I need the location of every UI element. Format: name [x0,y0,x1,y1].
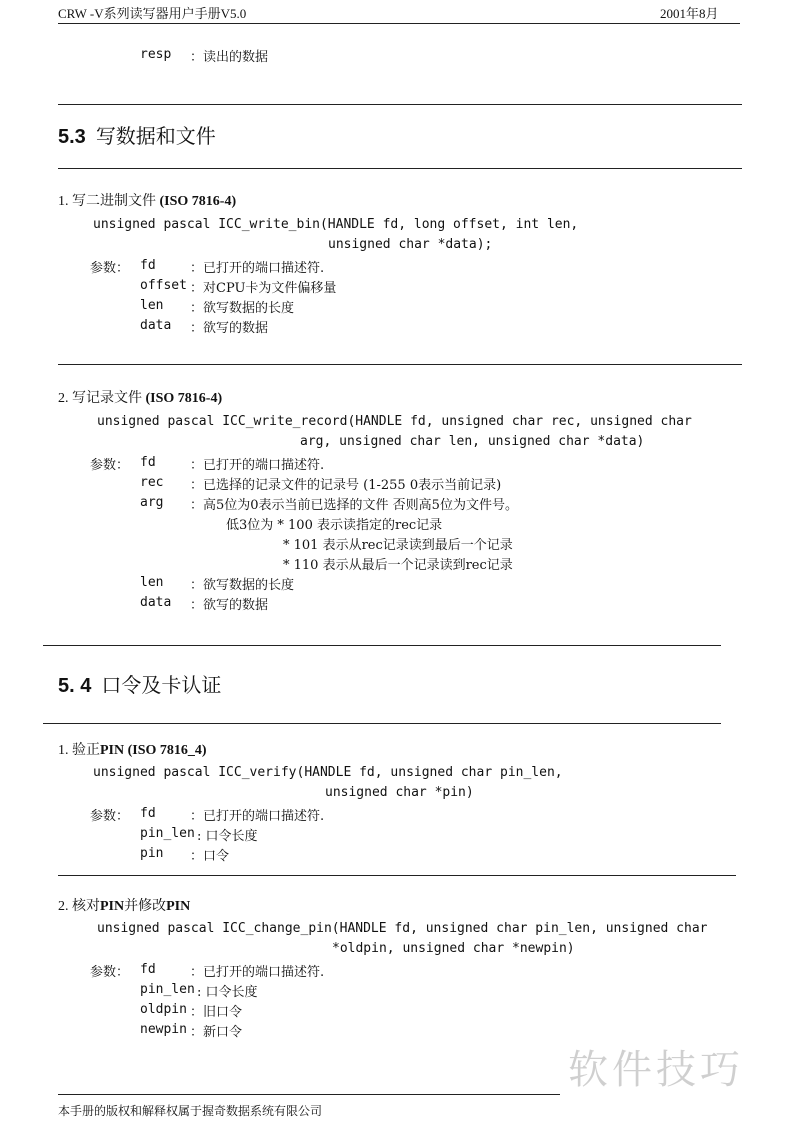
divider-rule [58,875,736,876]
section-number: 5.3 [58,126,86,148]
param-desc: ：已打开的端口描述符. [190,261,325,276]
param-name: rec [140,475,164,490]
title-mid: 并修改 [124,899,167,914]
param-name: len [140,298,164,313]
signature-line-2: unsigned char *pin) [325,785,474,800]
param-desc: ：已选择的记录文件的记录号 (1-255 0表示当前记录) [190,478,502,493]
title-prefix: 1. 验正 [58,743,100,758]
param-desc: ：已打开的端口描述符. [190,965,325,980]
signature-line-2: *oldpin, unsigned char *newpin) [332,941,575,956]
param-name: len [140,575,164,590]
title-prefix: 2. 核对 [58,899,100,914]
section-title: 写数据和文件 [95,124,216,148]
param-name: offset [140,278,187,293]
header-date: 2001年8月 [660,6,719,21]
divider-rule [58,364,742,365]
param-name: fd [140,962,156,977]
param-name: fd [140,455,156,470]
param-name: pin_len [140,826,195,841]
arg-detail-line: * 110 表示从最后一个记录读到rec记录 [283,558,513,573]
arg-detail-line: 低3位为 * 100 表示读指定的rec记录 [226,518,443,533]
section-heading-5-4 [58,669,221,698]
param-desc: : 口令长度 [197,985,258,1000]
title-standard: (ISO 7816-4) [159,194,237,209]
function-title-verify-pin [58,739,207,759]
title-prefix: 1. 写二进制文件 [58,194,160,209]
title-prefix: 2. 写记录文件 [58,391,146,406]
param-desc: ：欲写数据的长度 [190,578,295,593]
arg-detail-line: * 101 表示从rec记录读到最后一个记录 [283,538,513,553]
footer-rule [58,1094,560,1095]
param-desc: : 口令长度 [197,829,258,844]
param-name: pin [140,846,164,861]
section-rule [58,104,742,105]
param-name: data [140,595,172,610]
signature-line-1: unsigned pascal ICC_write_record(HANDLE fd, unsigned char rec, unsigned char [97,414,692,429]
function-title-write-record [58,387,222,407]
footer-copyright: 本手册的版权和解释权属于握奇数据系统有限公司 [58,1104,323,1118]
signature-line-1: unsigned pascal ICC_change_pin(HANDLE fd, unsigned char pin_len, unsigned char [97,921,708,936]
section-rule [58,168,742,169]
header-title: CRW -V系列读写器用户手册V5.0 [58,6,247,21]
section-number: 5. 4 [58,675,92,697]
signature-line-2: arg, unsigned char len, unsigned char *data) [300,434,645,449]
param-name: fd [140,258,156,273]
section-heading-5-3 [58,120,216,149]
param-desc: ：口令 [190,849,230,864]
title-standard: (ISO 7816-4) [145,391,223,406]
section-rule [43,645,721,646]
title-standard: PIN (ISO 7816_4) [100,743,207,758]
signature-line-1: unsigned pascal ICC_write_bin(HANDLE fd, long offset, int len, [93,217,579,232]
title-pin: PIN [166,899,191,914]
param-name: newpin [140,1022,187,1037]
param-desc: ：欲写数据的长度 [190,301,295,316]
function-title-change-pin [58,895,190,915]
param-desc: ：对CPU卡为文件偏移量 [190,281,337,296]
param-name: arg [140,495,164,510]
param-name: oldpin [140,1002,187,1017]
signature-line-2: unsigned char *data); [328,237,493,252]
section-rule [43,723,721,724]
param-desc: ：欲写的数据 [190,321,269,336]
param-desc: ：已打开的端口描述符. [190,809,325,824]
params-label: 参数： [90,965,130,980]
function-title-write-bin [58,190,236,210]
param-desc: ：旧口令 [190,1005,243,1020]
param-desc: ：读出的数据 [190,50,269,65]
params-label: 参数： [90,809,130,824]
param-desc: ：已打开的端口描述符. [190,458,325,473]
param-name: resp [140,47,172,62]
watermark: 软件技巧 [568,1047,744,1093]
param-name: data [140,318,172,333]
params-label: 参数： [90,458,130,473]
param-name: pin_len [140,982,195,997]
param-desc: ：新口令 [190,1025,243,1040]
section-title: 口令及卡认证 [101,673,222,697]
header-rule [58,23,740,24]
param-desc: ：高5位为0表示当前已选择的文件 否则高5位为文件号。 [190,498,518,513]
param-desc: ：欲写的数据 [190,598,269,613]
signature-line-1: unsigned pascal ICC_verify(HANDLE fd, unsigned char pin_len, [93,765,563,780]
title-pin: PIN [100,899,125,914]
param-name: fd [140,806,156,821]
params-label: 参数： [90,261,130,276]
